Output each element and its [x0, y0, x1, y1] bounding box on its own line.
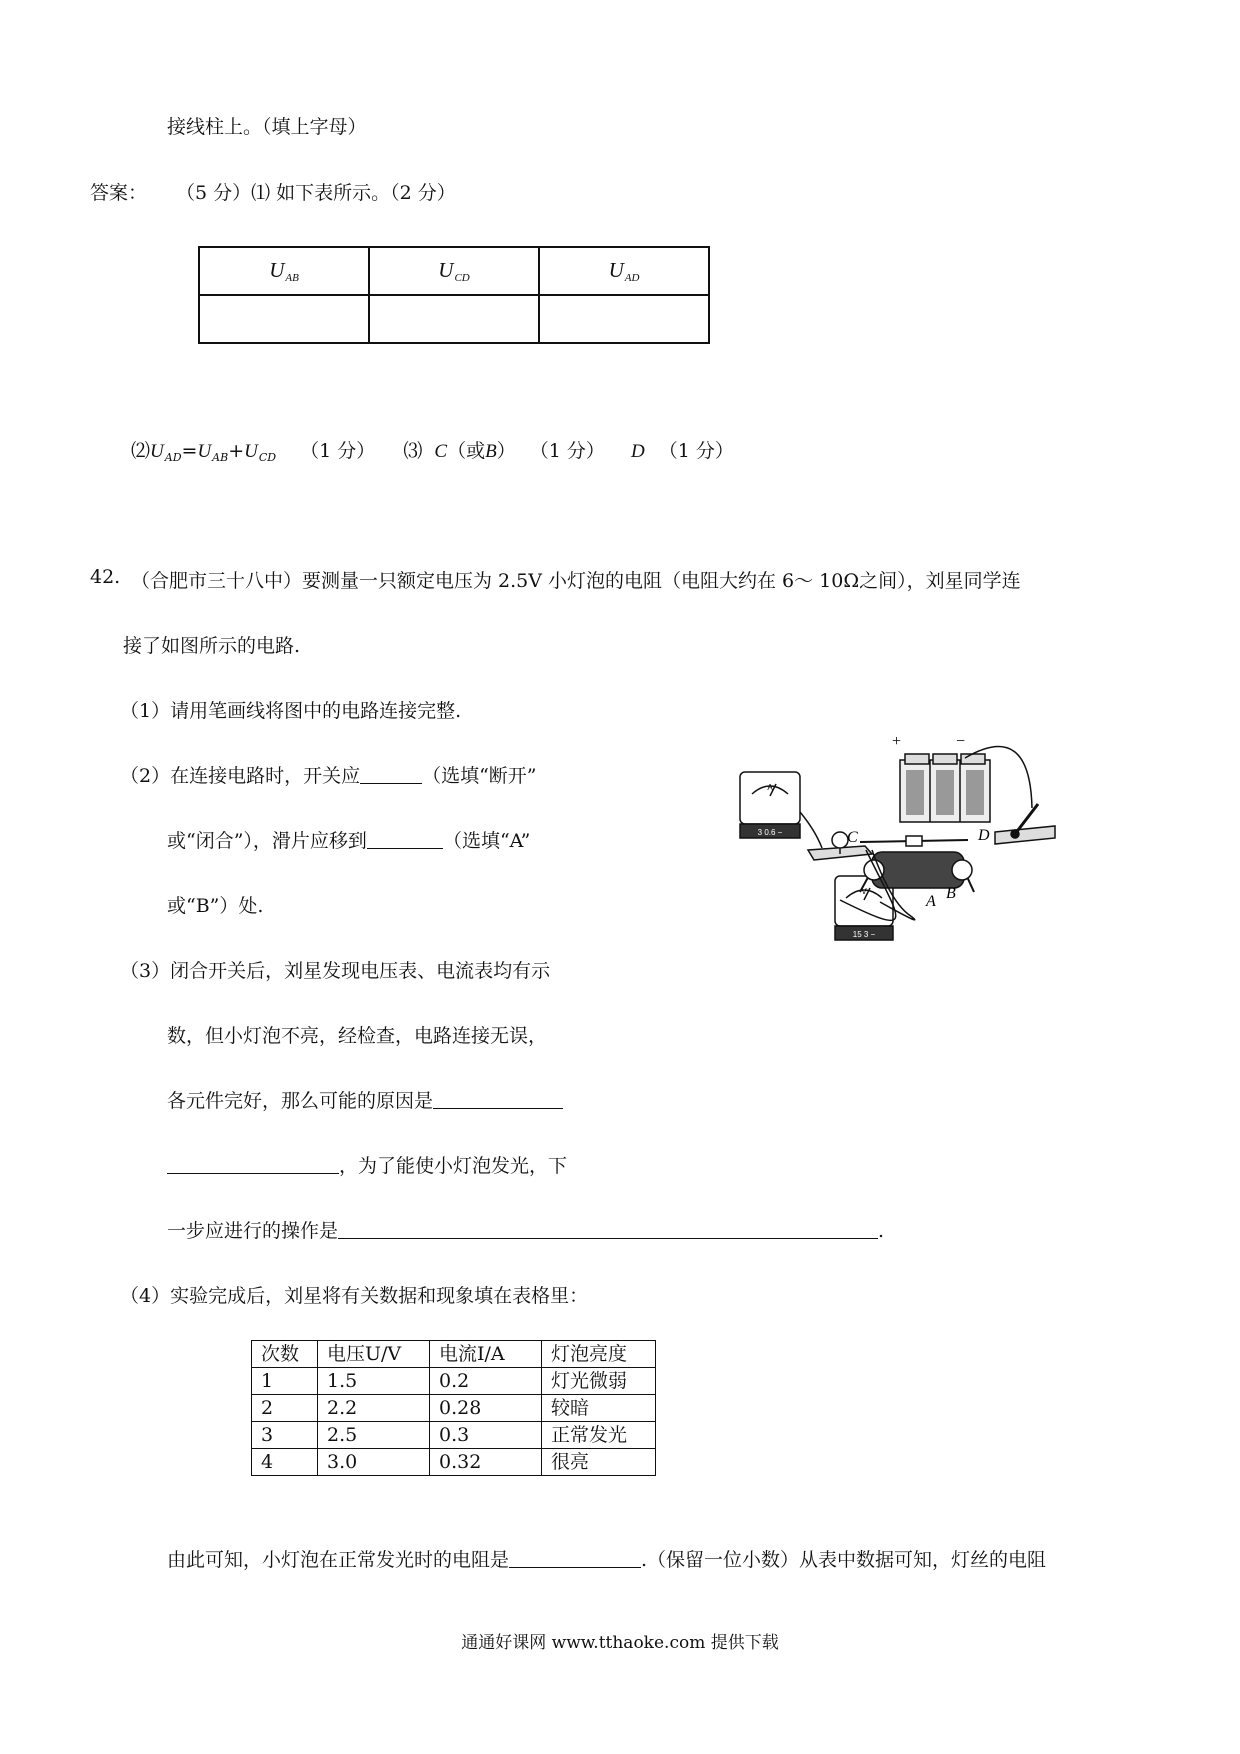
ammeter-letter: A	[767, 783, 773, 792]
question-part-1: （1）请用笔画线将图中的电路连接完整.	[120, 700, 462, 722]
table-header: 电压U/V	[318, 1341, 430, 1368]
table-cell: 2	[252, 1395, 318, 1422]
answer-part-2-3: $⑵U_{AD}=U_{AB}+U_{CD}$ （1 分） ⑶ C（或B） （1 分） D （1 分）	[131, 440, 734, 464]
rheostat-label-c: C	[847, 829, 858, 846]
table-cell-empty	[369, 295, 539, 343]
table-header-ucd: $U_{CD}$	[369, 247, 539, 295]
table-header-uab: $U_{AB}$	[199, 247, 369, 295]
answer-blank	[433, 1090, 563, 1109]
table-cell: 正常发光	[542, 1422, 656, 1449]
question-part-2-line2: 或“闭合”），滑片应移到 （选填“A”	[167, 830, 531, 852]
table-header: 灯泡亮度	[542, 1341, 656, 1368]
table-cell-empty	[199, 295, 369, 343]
table-cell: 较暗	[542, 1395, 656, 1422]
ammeter-scale: 3 0.6 −	[757, 828, 783, 837]
answer-blank	[338, 1220, 878, 1239]
table-row	[199, 295, 709, 343]
table-cell: 很亮	[542, 1449, 656, 1476]
voltmeter-letter: V	[861, 887, 867, 896]
table-cell: 0.28	[430, 1395, 542, 1422]
table-cell: 1	[252, 1368, 318, 1395]
question-part-3-line5: 一步应进行的操作是 .	[167, 1220, 885, 1242]
question-last-line: 由此可知，小灯泡在正常发光时的电阻是 .（保留一位小数）从表中数据可知，灯丝的电阻	[167, 1549, 1047, 1571]
table-row	[252, 1449, 656, 1476]
battery-icon	[900, 754, 990, 822]
table-header-uad: $U_{AD}$	[539, 247, 709, 295]
rheostat-label-a: A	[926, 893, 936, 910]
answer-blank	[167, 1155, 339, 1174]
question-part-3-line4: ，为了能使小灯泡发光，下	[167, 1151, 567, 1178]
question-part-2-line3: 或“B”）处.	[167, 895, 264, 917]
answer-blank	[509, 1549, 641, 1568]
answer-table	[198, 246, 710, 344]
question-number: 42.	[90, 566, 121, 588]
answer-blank	[360, 765, 422, 784]
table-cell: 1.5	[318, 1368, 430, 1395]
table-cell: 3.0	[318, 1449, 430, 1476]
answer-blank	[367, 830, 443, 849]
table-header: 电流I/A	[430, 1341, 542, 1368]
question-part-3-line1: （3）闭合开关后，刘星发现电压表、电流表均有示	[120, 960, 551, 982]
rheostat-label-b: B	[946, 885, 956, 902]
table-cell-empty	[539, 295, 709, 343]
question-part-3-line2: 数，但小灯泡不亮，经检查，电路连接无误，	[167, 1025, 548, 1047]
continuation-line: 接线柱上。（填上字母）	[167, 116, 367, 138]
question-part-2-line1: （2）在连接电路时，开关应 （选填“断开”	[120, 765, 537, 787]
table-row	[252, 1341, 656, 1368]
answer-label: 答案：	[90, 182, 148, 204]
table-cell: 0.32	[430, 1449, 542, 1476]
battery-minus-label: −	[956, 733, 966, 750]
answer-text: （5 分）⑴ 如下表所示。（2 分）	[176, 182, 456, 204]
question-stem-line1: （合肥市三十八中）要测量一只额定电压为 2.5V 小灯泡的电阻（电阻大约在 6～ 10Ω之间），刘星同学连	[131, 570, 1021, 592]
wire	[800, 812, 822, 848]
question-part-3-line3: 各元件完好，那么可能的原因是	[167, 1086, 563, 1113]
table-cell: 2.2	[318, 1395, 430, 1422]
table-row	[252, 1422, 656, 1449]
lamp-icon	[808, 832, 872, 860]
table-row	[252, 1368, 656, 1395]
table-cell: 2.5	[318, 1422, 430, 1449]
page-footer: 通通好课网 www.tthaoke.com 提供下载	[461, 1633, 779, 1653]
table-row	[252, 1395, 656, 1422]
table-cell: 灯光微弱	[542, 1368, 656, 1395]
knife-switch-icon	[995, 804, 1055, 844]
table-row	[199, 247, 709, 295]
table-header: 次数	[252, 1341, 318, 1368]
table-cell: 0.3	[430, 1422, 542, 1449]
table-cell: 3	[252, 1422, 318, 1449]
rheostat-label-d: D	[978, 827, 990, 844]
question-stem-line2: 接了如图所示的电路.	[123, 635, 301, 657]
battery-plus-label: +	[892, 733, 902, 750]
question-part-4: （4）实验完成后，刘星将有关数据和现象填在表格里：	[120, 1285, 589, 1307]
data-table	[251, 1340, 656, 1476]
circuit-diagram	[730, 730, 1060, 960]
table-cell: 4	[252, 1449, 318, 1476]
voltmeter-scale: 15 3 −	[852, 930, 876, 939]
table-cell: 0.2	[430, 1368, 542, 1395]
